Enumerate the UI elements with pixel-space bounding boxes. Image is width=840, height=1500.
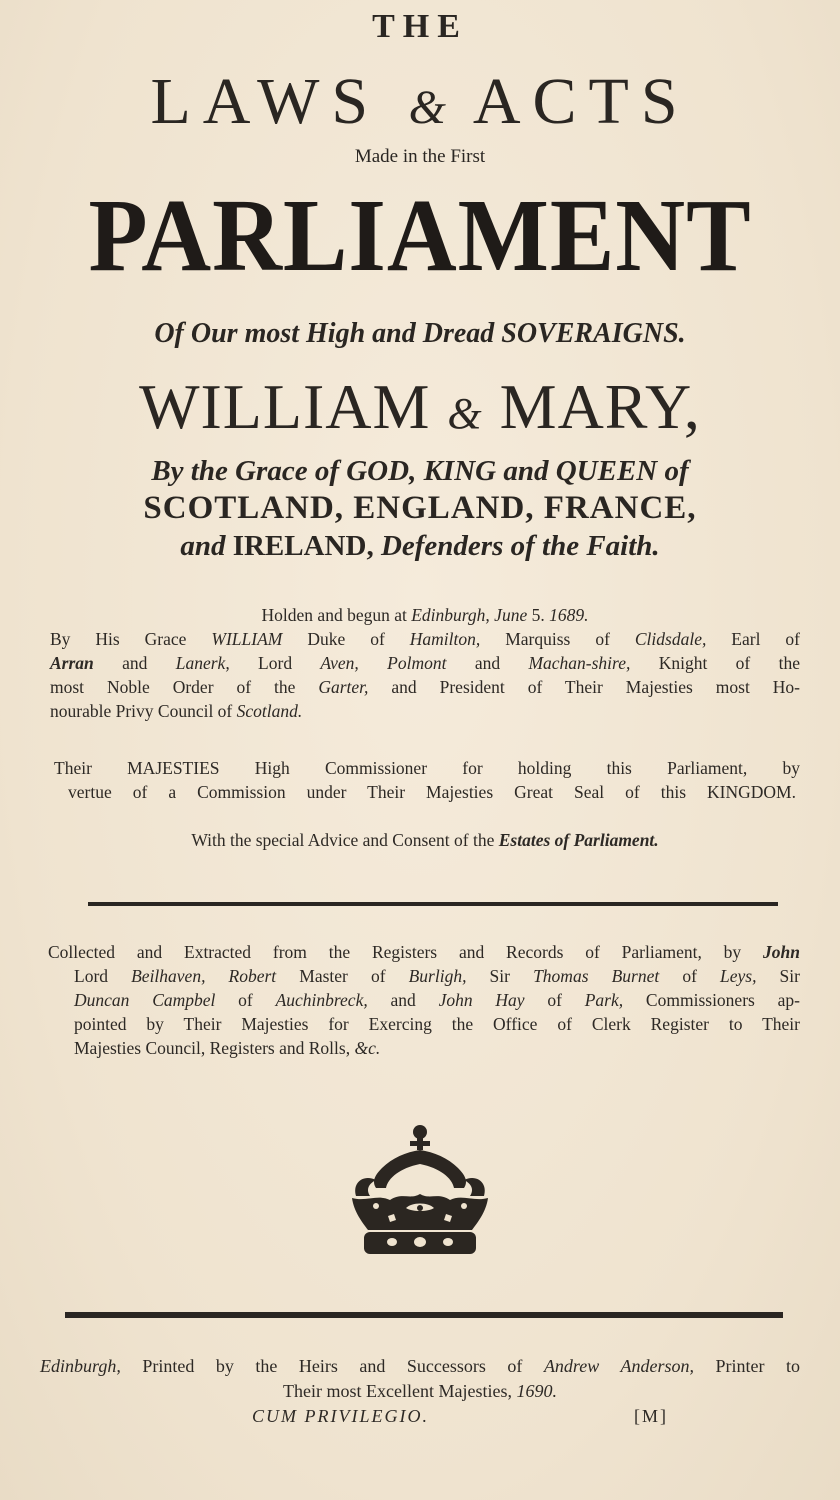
heading-parliament: PARLIAMENT (88, 178, 752, 293)
imprint: Edinburgh, Printed by the Heirs and Successors of Andrew Anderson, Printer to Their most Excellent Majesties, 1690. CUM PRIVILEGIO. [M] (40, 1354, 800, 1429)
commission-paragraph: Their MAJESTIES High Commissioner for holding this Parliament, by vertue of a Commission under Their Majesties Great Seal of this KINGDOM. (54, 758, 800, 802)
heading-countries: SCOTLAND, ENGLAND, FRANCE, (143, 490, 697, 526)
heading-the: THE (372, 8, 468, 45)
divider-rule-double (65, 1312, 783, 1318)
heading-made-in-first: Made in the First (354, 146, 486, 167)
heading-ireland-defenders: and IRELAND, Defenders of the Faith. (180, 530, 660, 562)
divider-rule (88, 902, 778, 906)
heading-laws-acts: LAWS & ACTS (150, 65, 690, 138)
crown-ornament (346, 1122, 494, 1262)
heading-sovereigns: Of Our most High and Dread SOVERAIGNS. (154, 318, 686, 349)
heading-grace-of-god: By the Grace of GOD, KING and QUEEN of (151, 455, 689, 487)
advice-line: With the special Advice and Consent of the Estates of Parliament. (191, 830, 659, 850)
collected-paragraph: Collected and Extracted from the Registers and Records of Parliament, by John Lord Beilhaven, Robert Master of Burligh, Sir Thomas Burnet of Leys, Sir Duncan Campbel of Auchinbreck, and John Hay of Park, Commissioners ap- pointed by Their Majesties for Exercing the Office of Clerk Register to Their Majesties Council, Registers and Rolls, &c. (48, 942, 800, 1058)
signature-mark: [M] (634, 1406, 668, 1426)
holden-paragraph: Holden and begun at Edinburgh, June 5. 1689. By His Grace WILLIAM Duke of Hamilton, Marquiss of Clidsdale, Earl of Arran and Lanerk, Lord Aven, Polmont and Machan-shire, Knight of the most Noble Order of the Garter, and President of Their Majesties most Ho- nourable Privy Council of Scotland. (50, 605, 801, 721)
cum-privilegio: CUM PRIVILEGIO. (252, 1406, 429, 1426)
heading-william-mary: WILLIAM & MARY, (139, 371, 701, 442)
